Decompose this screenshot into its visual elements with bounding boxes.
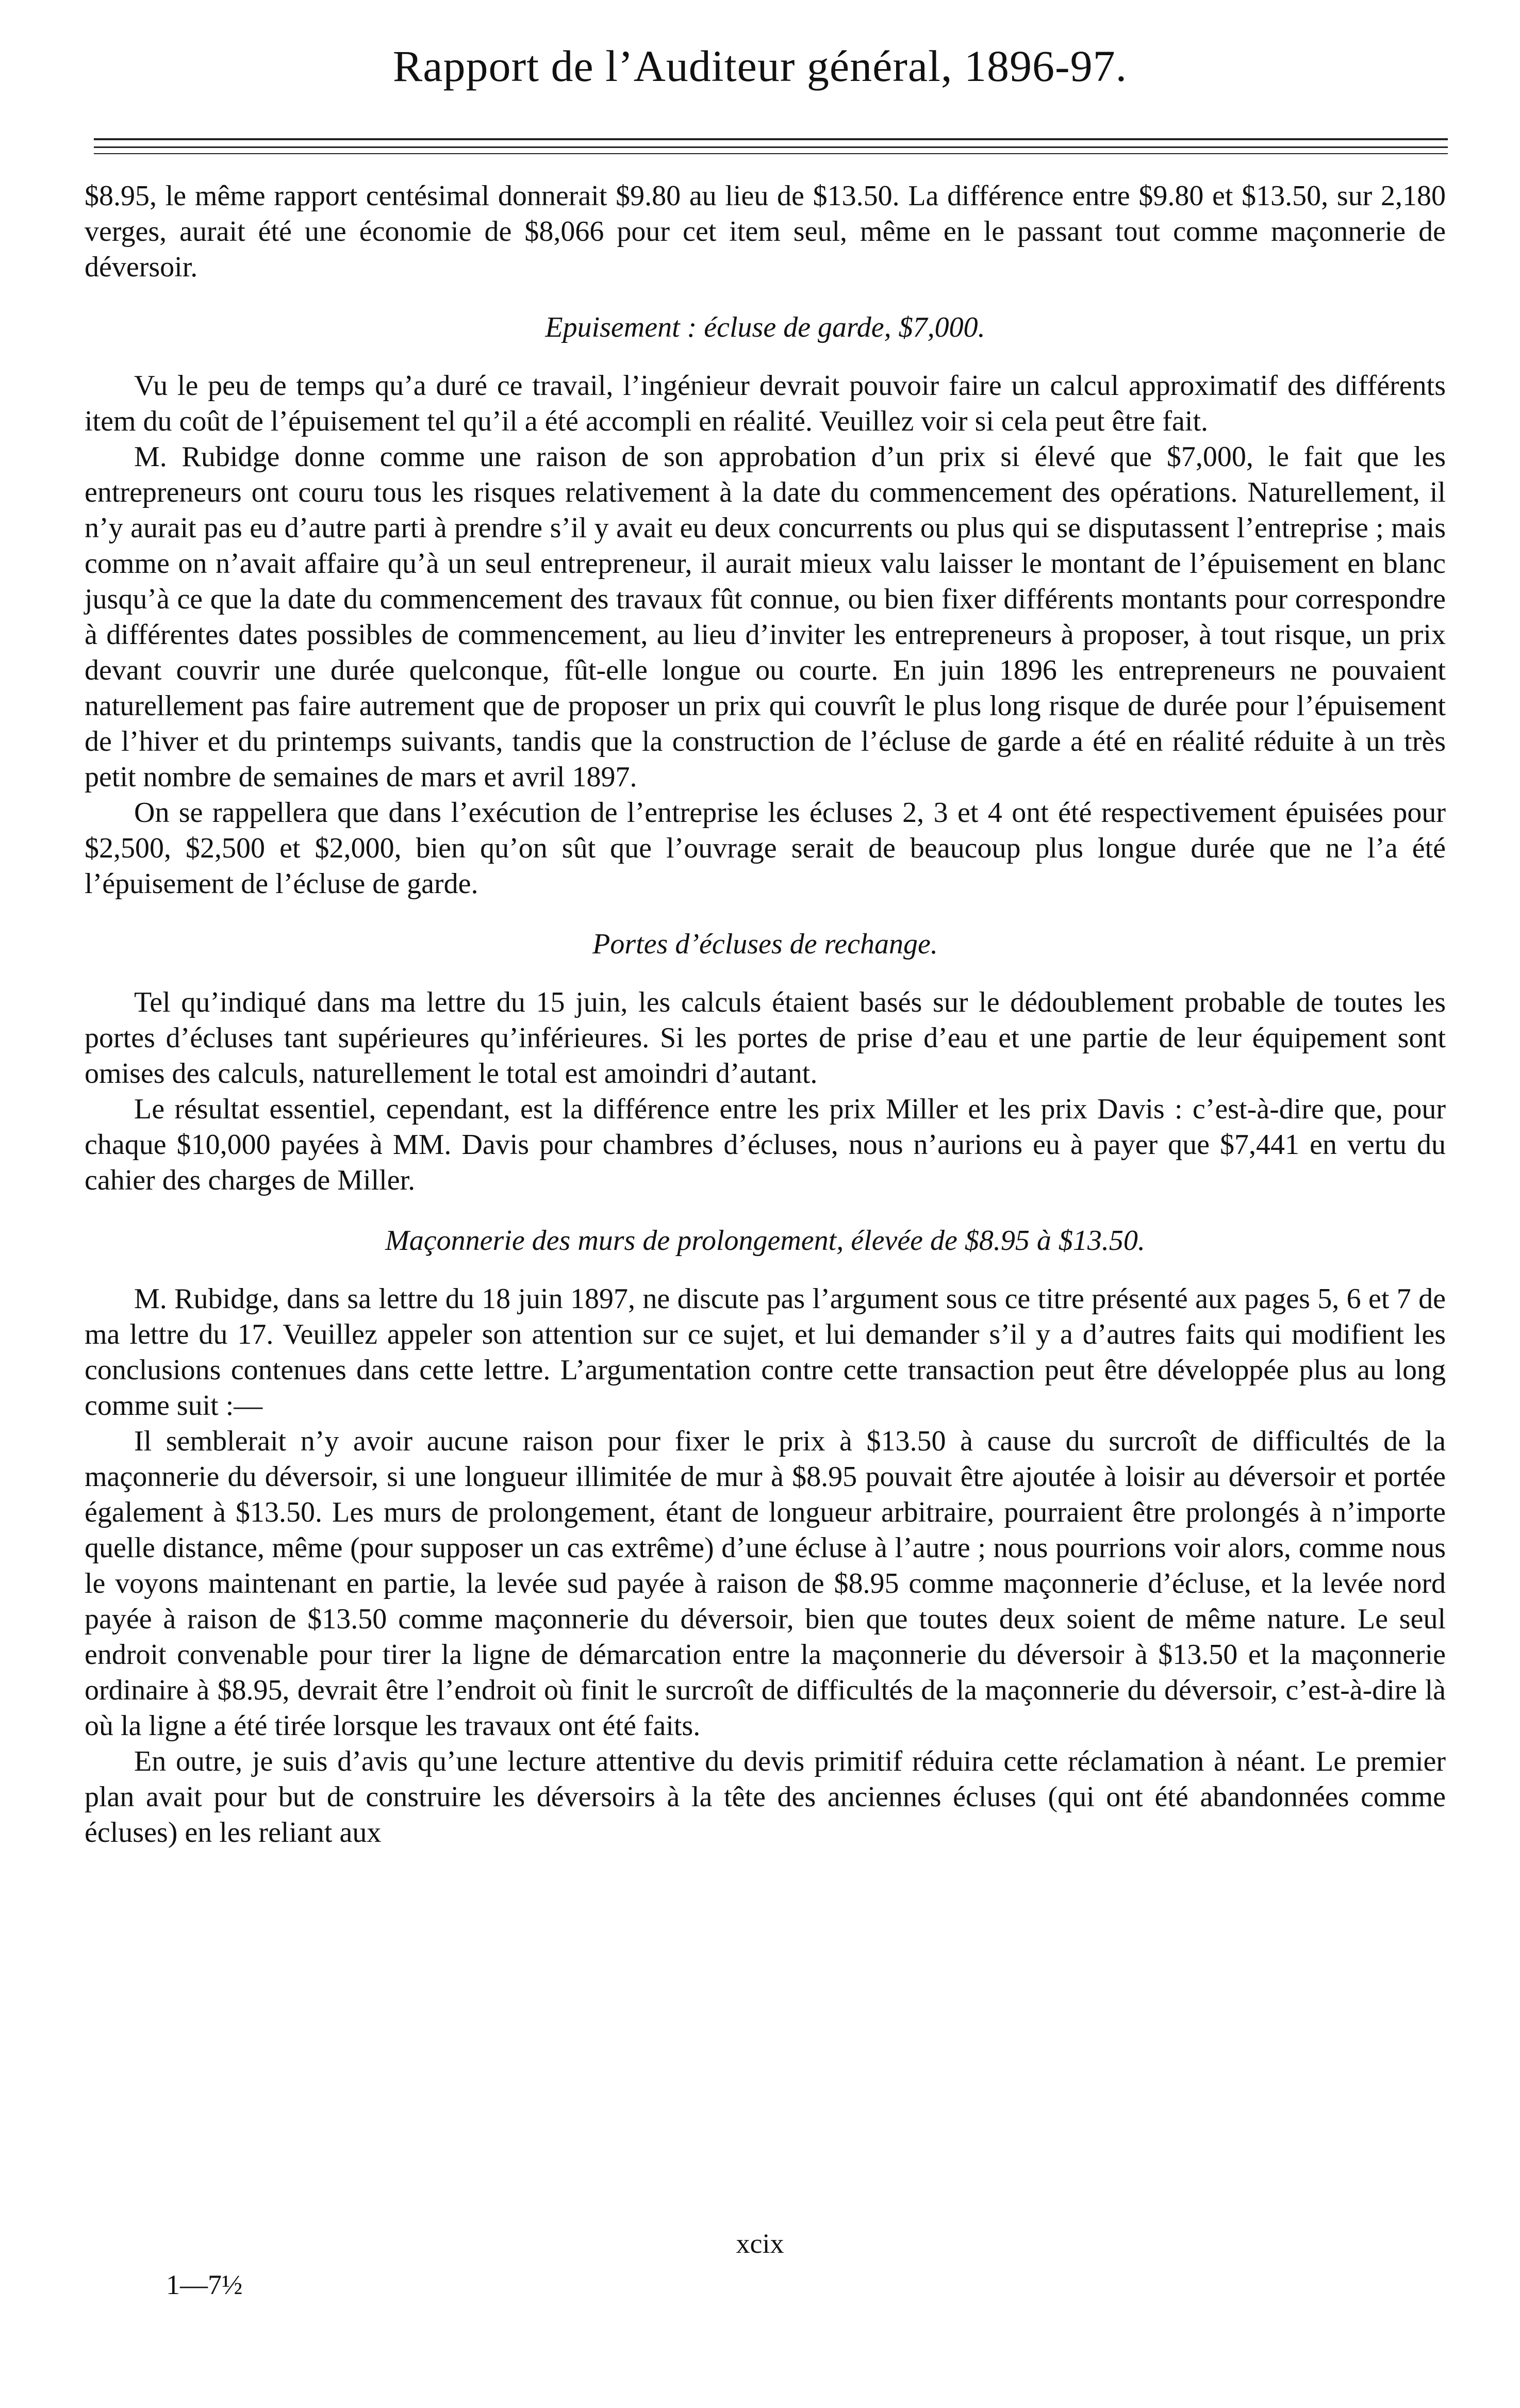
- paragraph: En outre, je suis d’avis qu’une lecture attentive du devis primitif réduira cette réclamation à néant. Le premier plan avait pour but de construire les déversoirs à la tête des anciennes écluses (qui ont été abandonnées comme écluses) en les reliant aux: [85, 1745, 1446, 1849]
- section-heading-epuisement: Epuisement : écluse de garde, $7,000.: [545, 311, 985, 343]
- section-heading-portes: Portes d’écluses de rechange.: [592, 928, 938, 960]
- paragraph: Il semblerait n’y avoir aucune raison pour fixer le prix à $13.50 à cause du surcroît de difficultés de la maçonnerie du déversoir, si une longueur illimitée de mur à $8.95 pouvait être ajoutée à loisir au déversoir et portée également à $13.50. Les murs de prolongement, étant de longueur arbitraire, pourraient être prolongés à n’importe quelle distance, même (pour supposer un cas extrême) d’une écluse à l’autre ; nous pourrions voir alors, comme nous le voyons maintenant en partie, la levée sud payée à raison de $8.95 comme maçonnerie d’écluse, et la levée nord payée à raison de $13.50 comme maçonnerie du déversoir, bien que toutes deux soient de même nature. Le seul endroit convenable pour tirer la ligne de démarcation entre la maçonnerie du déversoir à $13.50 et la maçonnerie ordinaire à $8.95, devrait être l’endroit où finit le surcroît de difficultés de la maçonnerie du déversoir, c’est-à-dire là où la ligne a été tirée lorsque les travaux ont été faits.: [85, 1425, 1446, 1742]
- paragraph: M. Rubidge, dans sa lettre du 18 juin 1897, ne discute pas l’argument sous ce titre présenté aux pages 5, 6 et 7 de ma lettre du 17. Veuillez appeler son attention sur ce sujet, et lui demander s’il y a d’autres faits qui modifient les conclusions contenues dans cette lettre. L’argumentation contre cette transaction peut être développée plus au long comme suit :—: [85, 1283, 1446, 1422]
- page-title: Rapport de l’Auditeur général, 1896-97.: [392, 41, 1128, 91]
- header-rule-top: [94, 138, 1448, 140]
- page-folio: xcix: [736, 2228, 784, 2259]
- paragraph: $8.95, le même rapport centésimal donnerait $9.80 au lieu de $13.50. La différence entre $9.80 et $13.50, sur 2,180 verges, aurait été une économie de $8,066 pour cet item seul, même en le passant tout comme maçonnerie de déversoir.: [85, 180, 1446, 283]
- paragraph: M. Rubidge donne comme une raison de son approbation d’un prix si élevé que $7,000, le fait que les entrepreneurs ont couru tous les risques relativement à la date du commencement des opérations. Naturellement, il n’y aurait pas eu d’autre parti à prendre s’il y avait eu deux concurrents ou plus qui se disputassent l’entreprise ; mais comme on n’avait affaire qu’à un seul entrepreneur, il aurait mieux valu laisser le montant de l’épuisement en blanc jusqu’à ce que la date du commencement des travaux fût connue, ou bien fixer différents montants pour correspondre à différentes dates possibles de commencement, au lieu d’inviter les entrepreneurs à proposer, à tout risque, un prix devant couvrir une durée quelconque, fût-elle longue ou courte. En juin 1896 les entrepreneurs ne pouvaient naturellement pas faire autrement que de proposer un prix qui couvrît le plus long risque de durée pour l’épuisement de l’hiver et du printemps suivants, tandis que la construction de l’écluse de garde a été en réalité réduite à un très petit nombre de semaines de mars et avril 1897.: [85, 441, 1446, 793]
- body-text: [85, 178, 1446, 1851]
- header-rule-bottom: [94, 153, 1448, 154]
- section-heading-maconnerie: Maçonnerie des murs de prolongement, élevée de $8.95 à $13.50.: [385, 1225, 1145, 1257]
- paragraph: Le résultat essentiel, cependant, est la différence entre les prix Miller et les prix Davis : c’est-à-dire que, pour chaque $10,000 payées à MM. Davis pour chambres d’écluses, nous n’aurions eu à payer que $7,441 en vertu du cahier des charges de Miller.: [85, 1093, 1446, 1196]
- signature-mark: 1—7½: [166, 2269, 243, 2300]
- paragraph: On se rappellera que dans l’exécution de l’entreprise les écluses 2, 3 et 4 ont été respectivement épuisées pour $2,500, $2,500 et $2,000, bien qu’on sût que l’ouvrage serait de beaucoup plus longue durée que ne l’a été l’épuisement de l’écluse de garde.: [85, 797, 1446, 900]
- paragraph: Tel qu’indiqué dans ma lettre du 15 juin, les calculs étaient basés sur le dédoublement probable de toutes les portes d’écluses tant supérieures qu’inférieures. Si les portes de prise d’eau et une partie de leur équipement sont omises des calculs, naturellement le total est amoindri d’autant.: [85, 986, 1446, 1090]
- paragraph: Vu le peu de temps qu’a duré ce travail, l’ingénieur devrait pouvoir faire un calcul approximatif des différents item du coût de l’épuisement tel qu’il a été accompli en réalité. Veuillez voir si cela peut être fait.: [85, 370, 1446, 437]
- header-rule-middle: [94, 146, 1448, 148]
